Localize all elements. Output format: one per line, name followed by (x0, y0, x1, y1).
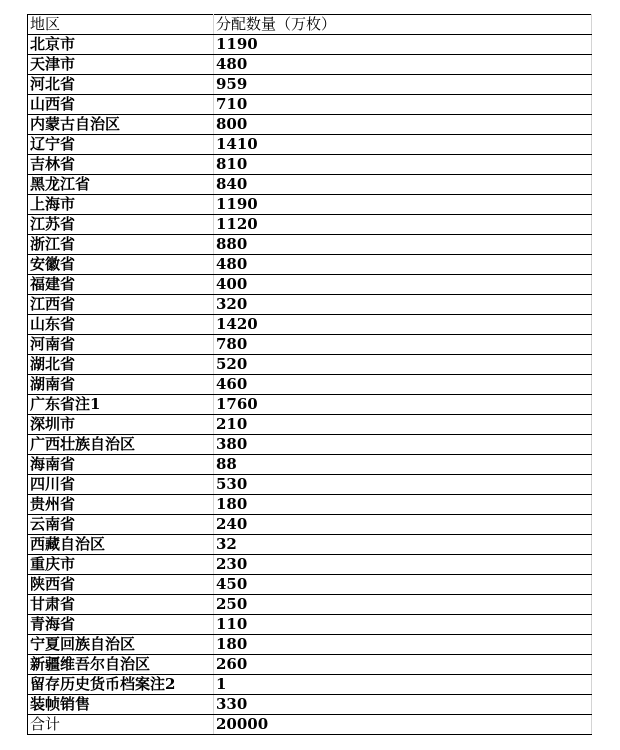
quantity-cell[interactable]: 810 (214, 155, 592, 175)
region-cell[interactable]: 云南省 (28, 515, 214, 535)
quantity-cell[interactable]: 880 (214, 235, 592, 255)
quantity-cell[interactable]: 1760 (214, 395, 592, 415)
quantity-cell[interactable]: 230 (214, 555, 592, 575)
table-row (28, 95, 592, 115)
total-quantity-cell[interactable]: 20000 (214, 715, 592, 735)
table-row (28, 555, 592, 575)
quantity-cell[interactable]: 530 (214, 475, 592, 495)
table-row (28, 675, 592, 695)
region-cell[interactable]: 新疆维吾尔自治区 (28, 655, 214, 675)
quantity-cell[interactable]: 210 (214, 415, 592, 435)
region-cell[interactable]: 青海省 (28, 615, 214, 635)
region-cell[interactable]: 贵州省 (28, 495, 214, 515)
table-row (28, 75, 592, 95)
quantity-cell[interactable]: 1190 (214, 195, 592, 215)
quantity-cell[interactable]: 180 (214, 635, 592, 655)
region-cell[interactable]: 西藏自治区 (28, 535, 214, 555)
table-row (28, 155, 592, 175)
table-row (28, 195, 592, 215)
quantity-cell[interactable]: 400 (214, 275, 592, 295)
quantity-cell[interactable]: 320 (214, 295, 592, 315)
table-row (28, 175, 592, 195)
quantity-cell[interactable]: 480 (214, 255, 592, 275)
table-row (28, 695, 592, 715)
table-row (28, 455, 592, 475)
total-label-cell[interactable]: 合计 (28, 715, 214, 735)
region-cell[interactable]: 江西省 (28, 295, 214, 315)
quantity-cell[interactable]: 240 (214, 515, 592, 535)
region-cell[interactable]: 陕西省 (28, 575, 214, 595)
region-cell[interactable]: 福建省 (28, 275, 214, 295)
table-row (28, 275, 592, 295)
table-row (28, 515, 592, 535)
quantity-cell[interactable]: 800 (214, 115, 592, 135)
table-row (28, 435, 592, 455)
table-row (28, 655, 592, 675)
quantity-cell[interactable]: 710 (214, 95, 592, 115)
table-row (28, 215, 592, 235)
region-cell[interactable]: 留存历史货币档案注2 (28, 675, 214, 695)
table-row (28, 535, 592, 555)
region-cell[interactable]: 山西省 (28, 95, 214, 115)
quantity-cell[interactable]: 959 (214, 75, 592, 95)
total-row (28, 715, 592, 735)
quantity-cell[interactable]: 330 (214, 695, 592, 715)
region-cell[interactable]: 广东省注1 (28, 395, 214, 415)
allocation-table-body (28, 15, 592, 735)
region-cell[interactable]: 上海市 (28, 195, 214, 215)
region-cell[interactable]: 湖南省 (28, 375, 214, 395)
quantity-cell[interactable]: 450 (214, 575, 592, 595)
quantity-cell[interactable]: 260 (214, 655, 592, 675)
header-quantity-cell[interactable]: 分配数量（万枚） (214, 15, 592, 35)
table-row (28, 35, 592, 55)
region-cell[interactable]: 江苏省 (28, 215, 214, 235)
table-row (28, 635, 592, 655)
region-cell[interactable]: 内蒙古自治区 (28, 115, 214, 135)
quantity-cell[interactable]: 1 (214, 675, 592, 695)
table-row (28, 255, 592, 275)
table-row (28, 115, 592, 135)
table-row (28, 415, 592, 435)
region-cell[interactable]: 黑龙江省 (28, 175, 214, 195)
region-cell[interactable]: 四川省 (28, 475, 214, 495)
quantity-cell[interactable]: 1190 (214, 35, 592, 55)
quantity-cell[interactable]: 1420 (214, 315, 592, 335)
header-region-cell[interactable]: 地区 (28, 15, 214, 35)
table-row (28, 395, 592, 415)
table-row (28, 295, 592, 315)
quantity-cell[interactable]: 840 (214, 175, 592, 195)
region-cell[interactable]: 安徽省 (28, 255, 214, 275)
quantity-cell[interactable]: 180 (214, 495, 592, 515)
region-cell[interactable]: 宁夏回族自治区 (28, 635, 214, 655)
table-row (28, 235, 592, 255)
region-cell[interactable]: 北京市 (28, 35, 214, 55)
quantity-cell[interactable]: 460 (214, 375, 592, 395)
allocation-table (27, 14, 592, 735)
region-cell[interactable]: 甘肃省 (28, 595, 214, 615)
table-row (28, 55, 592, 75)
quantity-cell[interactable]: 480 (214, 55, 592, 75)
table-row (28, 315, 592, 335)
quantity-cell[interactable]: 1120 (214, 215, 592, 235)
table-row (28, 495, 592, 515)
region-cell[interactable]: 天津市 (28, 55, 214, 75)
region-cell[interactable]: 辽宁省 (28, 135, 214, 155)
quantity-cell[interactable]: 88 (214, 455, 592, 475)
region-cell[interactable]: 海南省 (28, 455, 214, 475)
table-row (28, 475, 592, 495)
table-row (28, 595, 592, 615)
quantity-cell[interactable]: 250 (214, 595, 592, 615)
region-cell[interactable]: 河南省 (28, 335, 214, 355)
table-row (28, 375, 592, 395)
region-cell[interactable]: 装帧销售 (28, 695, 214, 715)
header-row (28, 15, 592, 35)
table-row (28, 615, 592, 635)
quantity-cell[interactable]: 780 (214, 335, 592, 355)
quantity-cell[interactable]: 110 (214, 615, 592, 635)
region-cell[interactable]: 山东省 (28, 315, 214, 335)
quantity-cell[interactable]: 380 (214, 435, 592, 455)
region-cell[interactable]: 吉林省 (28, 155, 214, 175)
region-cell[interactable]: 湖北省 (28, 355, 214, 375)
region-cell[interactable]: 河北省 (28, 75, 214, 95)
region-cell[interactable]: 重庆市 (28, 555, 214, 575)
quantity-cell[interactable]: 32 (214, 535, 592, 555)
region-cell[interactable]: 浙江省 (28, 235, 214, 255)
quantity-cell[interactable]: 1410 (214, 135, 592, 155)
table-row (28, 355, 592, 375)
table-row (28, 335, 592, 355)
table-row (28, 575, 592, 595)
region-cell[interactable]: 深圳市 (28, 415, 214, 435)
table-row (28, 135, 592, 155)
region-cell[interactable]: 广西壮族自治区 (28, 435, 214, 455)
quantity-cell[interactable]: 520 (214, 355, 592, 375)
